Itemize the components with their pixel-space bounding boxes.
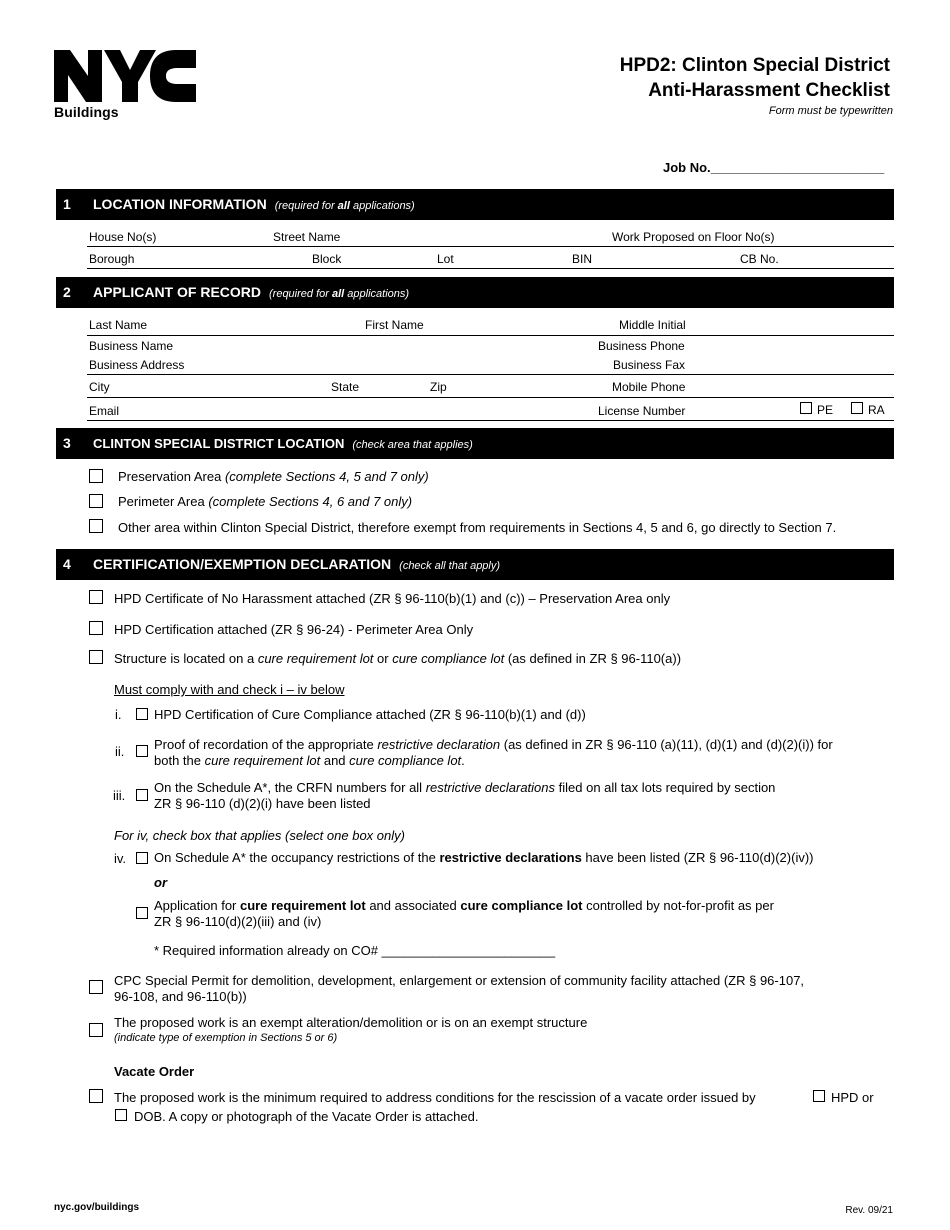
logo-buildings-text: Buildings <box>54 104 119 120</box>
form-title-line1: HPD2: Clinton Special District <box>619 55 890 76</box>
divider <box>87 374 894 375</box>
section-title: APPLICANT OF RECORD (required for all applications) <box>93 284 410 300</box>
exempt-alteration-line2: (indicate type of exemption in Sections 5 or 6) <box>114 1032 338 1044</box>
not-for-profit-label-line2: ZR § 96-110(d)(2)(iii) and (iv) <box>154 914 322 929</box>
section-3-header <box>56 428 894 459</box>
hpd-certification-label: HPD Certification attached (ZR § 96-24) - Perimeter Area Only <box>114 622 474 637</box>
mobile-phone-field[interactable]: Mobile Phone <box>612 380 686 394</box>
recordation-label-line1: Proof of recordation of the appropriate restrictive declaration (as defined in ZR § 96-110 (a)(11), (d)(1) and (d)(2)(i)) for <box>154 737 833 752</box>
cpc-special-permit-line1: CPC Special Permit for demolition, development, enlargement or extension of community facility attached (ZR § 96-107, <box>114 973 805 988</box>
bin-field[interactable]: BIN <box>572 252 593 266</box>
preservation-area-label: Preservation Area (complete Sections 4, 5 and 7 only) <box>118 469 429 484</box>
cure-lot-checkbox[interactable] <box>89 650 103 664</box>
not-for-profit-label-line1: Application for cure requirement lot and associated cure compliance lot controlled by not-for-profit as per <box>154 898 774 913</box>
divider <box>87 420 894 421</box>
cpc-special-permit-line2: 96-108, and 96-110(b)) <box>114 989 247 1004</box>
middle-initial-field[interactable]: Middle Initial <box>619 318 686 332</box>
section-number: 3 <box>63 435 71 451</box>
footer-revision: Rev. 09/21 <box>845 1205 893 1216</box>
or-label: or <box>154 875 167 890</box>
footer-website: nyc.gov/buildings <box>54 1202 140 1213</box>
co-number-field[interactable]: * Required information already on CO# ________________________ <box>154 943 556 958</box>
section-title: CLINTON SPECIAL DISTRICT LOCATION (check area that applies) <box>93 436 473 451</box>
job-number-field[interactable]: Job No.________________________ <box>663 160 885 175</box>
section-title: LOCATION INFORMATION (required for all applications) <box>93 196 415 212</box>
occupancy-restrictions-label: On Schedule A* the occupancy restrictions of the restrictive declarations have been listed (ZR § 96-110(d)(2)(iv)) <box>154 850 814 865</box>
cb-number-field[interactable]: CB No. <box>740 252 779 266</box>
perimeter-area-label: Perimeter Area (complete Sections 4, 6 and 7 only) <box>118 494 413 509</box>
section-4-header <box>56 549 894 580</box>
item-iii-label: iii. <box>113 788 126 803</box>
license-number-field[interactable]: License Number <box>598 404 686 418</box>
nyc-logo <box>54 50 196 102</box>
exempt-alteration-checkbox[interactable] <box>89 1023 103 1037</box>
vacate-hpd-label: HPD or <box>831 1090 874 1105</box>
section-title: CERTIFICATION/EXEMPTION DECLARATION (check all that apply) <box>93 556 501 572</box>
house-number-field[interactable]: House No(s) <box>89 230 157 244</box>
other-area-label: Other area within Clinton Special District, therefore exempt from requirements in Sections 4, 5 and 6, go directly to Section 7. <box>118 520 837 535</box>
exempt-alteration-line1: The proposed work is an exempt alteration/demolition or is on an exempt structure <box>114 1015 588 1030</box>
zip-field[interactable]: Zip <box>430 380 447 394</box>
divider <box>87 268 894 269</box>
form-subtitle: Form must be typewritten <box>768 105 893 117</box>
cure-compliance-checkbox[interactable] <box>136 708 148 720</box>
first-name-field[interactable]: First Name <box>365 318 424 332</box>
lot-field[interactable]: Lot <box>437 252 454 266</box>
block-field[interactable]: Block <box>312 252 342 266</box>
crfn-checkbox[interactable] <box>136 789 148 801</box>
section-1-header <box>56 189 894 220</box>
state-field[interactable]: State <box>331 380 360 394</box>
business-fax-field[interactable]: Business Fax <box>613 358 686 372</box>
cure-compliance-label: HPD Certification of Cure Compliance attached (ZR § 96-110(b)(1) and (d)) <box>154 707 586 722</box>
item-iv-label: iv. <box>114 851 127 866</box>
city-field[interactable]: City <box>89 380 110 394</box>
business-name-field[interactable]: Business Name <box>89 339 174 353</box>
divider <box>87 397 894 398</box>
item-i-label: i. <box>115 707 122 722</box>
section-number: 1 <box>63 196 71 212</box>
form-title-line2: Anti-Harassment Checklist <box>648 80 890 101</box>
business-address-field[interactable]: Business Address <box>89 358 185 372</box>
last-name-field[interactable]: Last Name <box>89 318 148 332</box>
vacate-order-line2: DOB. A copy or photograph of the Vacate Order is attached. <box>134 1109 479 1124</box>
section-2-header <box>56 277 894 308</box>
vacate-order-heading: Vacate Order <box>114 1064 195 1079</box>
floor-number-field[interactable]: Work Proposed on Floor No(s) <box>612 230 775 244</box>
section-number: 2 <box>63 284 71 300</box>
crfn-label-line2: ZR § 96-110 (d)(2)(i) have been listed <box>154 796 371 811</box>
cure-lot-label: Structure is located on a cure requirement lot or cure compliance lot (as defined in ZR § 96-110(a)) <box>114 651 682 666</box>
pe-checkbox[interactable] <box>800 402 812 414</box>
borough-field[interactable]: Borough <box>89 252 135 266</box>
item-iv-intro: For iv, check box that applies (select one box only) <box>114 828 405 843</box>
email-field[interactable]: Email <box>89 404 120 418</box>
item-ii-label: ii. <box>115 744 125 759</box>
preservation-area-checkbox[interactable] <box>89 469 103 483</box>
perimeter-area-checkbox[interactable] <box>89 494 103 508</box>
crfn-label-line1: On the Schedule A*, the CRFN numbers for all restrictive declarations filed on all tax lots required by section <box>154 780 776 795</box>
divider <box>87 246 894 247</box>
hpd-certification-checkbox[interactable] <box>89 621 103 635</box>
vacate-order-line1: The proposed work is the minimum required to address conditions for the rescission of a vacate order issued by <box>114 1090 756 1105</box>
section-number: 4 <box>63 556 71 572</box>
not-for-profit-checkbox[interactable] <box>136 907 148 919</box>
street-name-field[interactable]: Street Name <box>273 230 341 244</box>
recordation-label-line2: both the cure requirement lot and cure compliance lot. <box>154 753 465 768</box>
divider <box>87 335 894 336</box>
business-phone-field[interactable]: Business Phone <box>598 339 685 353</box>
certificate-no-harassment-checkbox[interactable] <box>89 590 103 604</box>
other-area-checkbox[interactable] <box>89 519 103 533</box>
vacate-hpd-checkbox[interactable] <box>813 1090 825 1102</box>
recordation-checkbox[interactable] <box>136 745 148 757</box>
must-comply-heading: Must comply with and check i – iv below <box>114 682 345 697</box>
vacate-order-checkbox[interactable] <box>89 1089 103 1103</box>
pe-label: PE <box>817 403 834 417</box>
certificate-no-harassment-label: HPD Certificate of No Harassment attached (ZR § 96-110(b)(1) and (c)) – Preservation Area only <box>114 591 671 606</box>
vacate-dob-checkbox[interactable] <box>115 1109 127 1121</box>
ra-checkbox[interactable] <box>851 402 863 414</box>
cpc-special-permit-checkbox[interactable] <box>89 980 103 994</box>
occupancy-restrictions-checkbox[interactable] <box>136 852 148 864</box>
ra-label: RA <box>868 403 885 417</box>
